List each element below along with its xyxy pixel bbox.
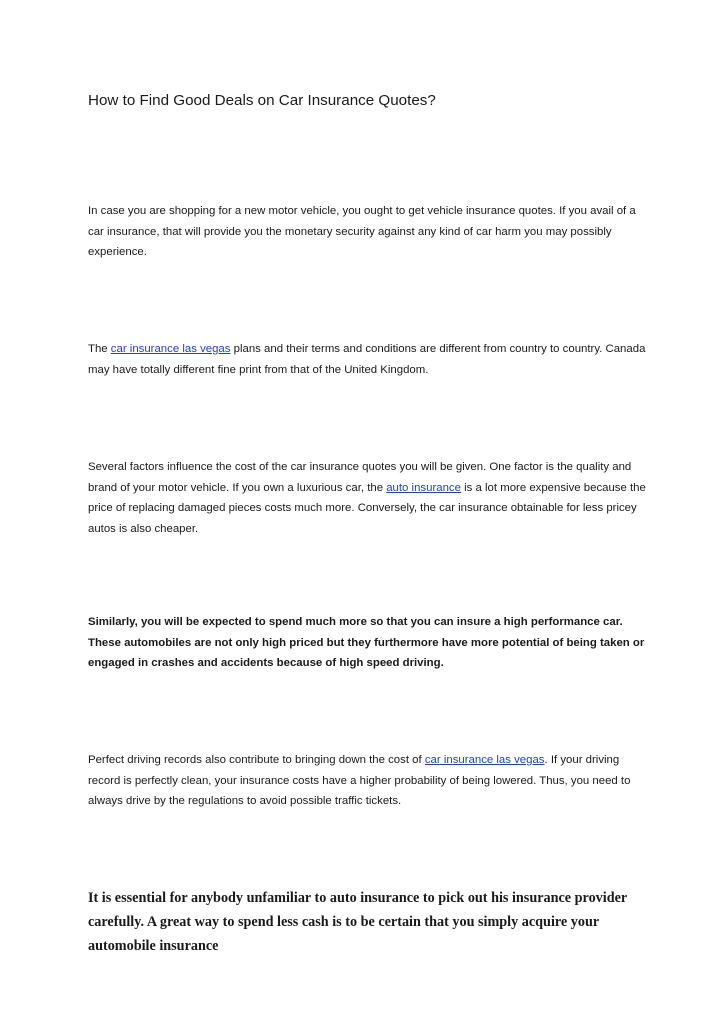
paragraph-intro [88,201,648,263]
paragraph-intro-text: In case you are shopping for a new motor vehicle, you ought to get vehicle insurance quotes. If you avail of a car insurance, that will provide you the monetary security against any kind of car harm you may possibly experience. [88,205,636,258]
document-title: How to Find Good Deals on Car Insurance Quotes? [88,92,436,109]
paragraph-choose-provider-text: It is essential for anybody unfamiliar to auto insurance to pick out his insurance provider carefully. A great way to spend less cash is to be certain that you simply acquire your automobile insurance [88,890,627,954]
paragraph-driving-records-post: . If your driving record is perfectly clean, your insurance costs have a higher probability of being lowered. Thus, you need to always drive by the regulations to avoid possible traffic tickets. [88,754,631,807]
paragraph-plans [88,339,648,380]
car-insurance-las-vegas-link[interactable]: car insurance las vegas [110,343,231,355]
paragraph-plans-pre: The [88,343,111,355]
paragraph-plans-post: plans and their terms and conditions are different from country to country. Canada may have totally different fine print from that of the United Kingdom. [88,343,646,376]
car-insurance-las-vegas-link-2[interactable]: car insurance las vegas [424,754,545,766]
paragraph-driving-records-pre: Perfect driving records also contribute to bringing down the cost of [88,754,425,766]
paragraph-driving-records [88,750,648,812]
paragraph-factors-post: is a lot more expensive because the price of replacing damaged pieces costs much more. Conversely, the car insurance obtainable for less pricey autos is also cheaper. [88,481,646,535]
paragraph-choose-provider [88,886,668,958]
paragraph-high-performance [88,612,648,674]
paragraph-high-performance-text: Similarly, you will be expected to spend much more so that you can insure a high performance car. These automobiles are not only high priced but they furthermore have more potential of being taken or engaged in crashes and accidents because of high speed driving. [88,616,645,669]
paragraph-factors-pre: Several factors influence the cost of the car insurance quotes you will be given. One factor is the quality and brand of your motor vehicle. If you own a luxurious car, the [88,461,632,494]
paragraph-factors [88,457,648,539]
auto-insurance-link[interactable]: auto insurance [386,481,461,494]
